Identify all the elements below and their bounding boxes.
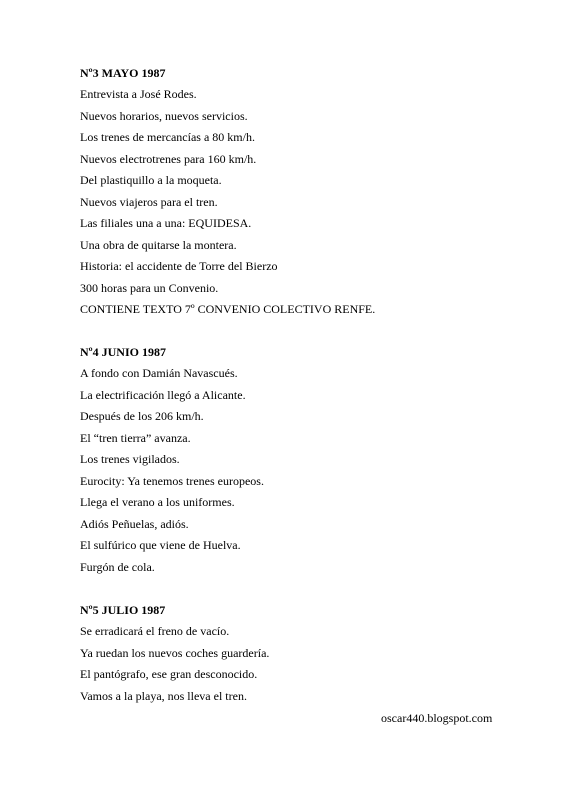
list-item: Historia: el accidente de Torre del Bierzo xyxy=(80,259,278,273)
issue-heading: Nº3 MAYO 1987 xyxy=(80,66,166,80)
article-list xyxy=(80,624,520,703)
issue-section-no3 xyxy=(80,66,520,324)
list-item: Una obra de quitarse la montera. xyxy=(80,237,237,252)
list-item: Eurocity: Ya tenemos trenes europeos. xyxy=(80,473,264,488)
list-item: Los trenes vigilados. xyxy=(80,452,180,466)
list-item: La electrificación llegó a Alicante. xyxy=(80,387,246,402)
list-item: A fondo con Damián Navascués. xyxy=(80,366,238,380)
list-item: Se erradicará el freno de vacío. xyxy=(80,624,230,638)
list-item: Ya ruedan los nuevos coches guardería. xyxy=(80,645,270,660)
list-item: Nuevos electrotrenes para 160 km/h. xyxy=(80,151,257,166)
list-item: Llega el verano a los uniformes. xyxy=(80,495,235,509)
list-item: Los trenes de mercancías a 80 km/h. xyxy=(80,130,255,144)
list-item: Las filiales una a una: EQUIDESA. xyxy=(80,216,252,230)
issue-heading: Nº4 JUNIO 1987 xyxy=(80,345,166,359)
blog-footer: oscar440.blogspot.com xyxy=(381,711,493,725)
issue-section-no4 xyxy=(80,345,520,581)
article-list xyxy=(80,366,520,574)
issue-heading: Nº5 JULIO 1987 xyxy=(80,603,166,617)
list-item: Después de los 206 km/h. xyxy=(80,409,204,423)
list-item: 300 horas para un Convenio. xyxy=(80,280,219,295)
list-item: Nuevos horarios, nuevos servicios. xyxy=(80,108,248,123)
list-item: Del plastiquillo a la moqueta. xyxy=(80,173,222,187)
list-item: Entrevista a José Rodes. xyxy=(80,87,197,101)
list-item: Vamos a la playa, nos lleva el tren. xyxy=(80,688,247,703)
list-item: CONTIENE TEXTO 7º CONVENIO COLECTIVO RENFE. xyxy=(80,302,376,316)
list-item: Furgón de cola. xyxy=(80,559,155,574)
list-item: Adiós Peñuelas, adiós. xyxy=(80,516,189,531)
list-item: El “tren tierra” avanza. xyxy=(80,430,191,445)
list-item: Nuevos viajeros para el tren. xyxy=(80,194,218,209)
article-list xyxy=(80,87,520,316)
list-item: El sulfúrico que viene de Huelva. xyxy=(80,538,241,552)
list-item: El pantógrafo, ese gran desconocido. xyxy=(80,667,258,681)
issue-section-no5 xyxy=(80,603,520,710)
